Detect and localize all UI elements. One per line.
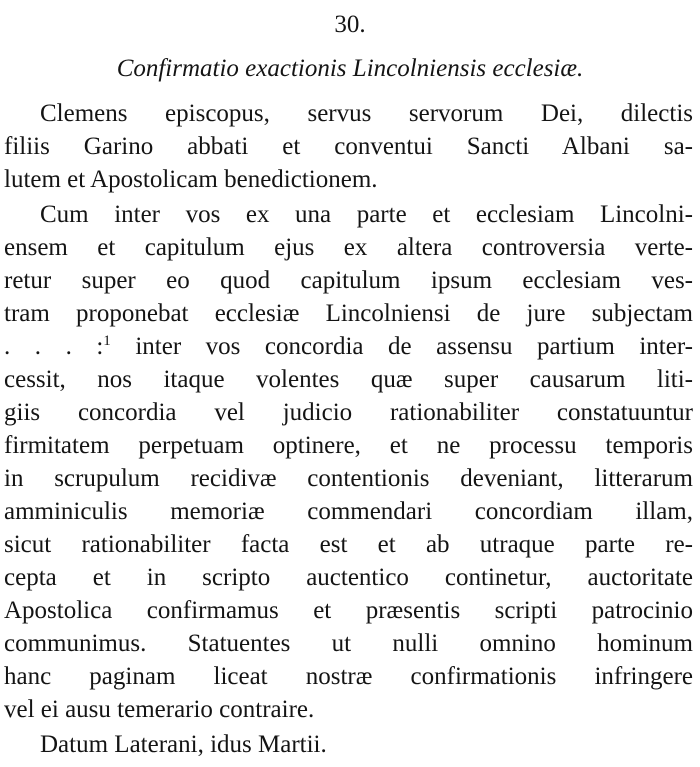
- paragraph-2-line-5-text: inter vos concordia de assensu partium inter-: [135, 333, 693, 360]
- paragraph-2-line-6: cessit, nos itaque volentes quæ super causarum liti-: [4, 366, 693, 393]
- paragraph-2-line-14: communimus. Statuentes ut nulli omnino hominum: [4, 630, 693, 657]
- paragraph-2-line-3: retur super eo quod capitulum ipsum ecclesiam ves-: [4, 267, 693, 294]
- paragraph-1-line-3: lutem et Apostolicam benedictionem.: [4, 166, 378, 193]
- paragraph-2-line-11: sicut rationabiliter facta est et ab utraque parte re-: [4, 531, 693, 558]
- paragraph-2-line-10: amminiculis memoriæ commendari concordiam illam,: [4, 498, 693, 525]
- paragraph-1-line-1: Clemens episcopus, servus servorum Dei, dilectis: [40, 100, 693, 127]
- paragraph-3-line-1: Datum Laterani, idus Martii.: [40, 731, 327, 758]
- paragraph-2-line-8: firmitatem perpetuam optinere, et ne processu temporis: [4, 432, 693, 459]
- paragraph-2-line-2: ensem et capitulum ejus ex altera controversia verte-: [4, 234, 693, 261]
- paragraph-2-line-1: Cum inter vos ex una parte et ecclesiam Lincolni-: [40, 201, 693, 228]
- paragraph-2-line-9: in scrupulum recidivæ contentionis deveniant, litterarum: [4, 465, 693, 492]
- ellipsis-mark: . . . :: [4, 333, 104, 360]
- document-number: 30.: [334, 11, 366, 38]
- paragraph-1-line-2: filiis Garino abbati et conventui Sancti Albani sa-: [4, 133, 693, 160]
- paragraph-2-line-16: vel ei ausu temerario contraire.: [4, 696, 315, 723]
- paragraph-2-line-5: [4, 330, 693, 363]
- paragraph-2-line-12: cepta et in scripto auctentico continetur, auctoritate: [4, 564, 693, 591]
- footnote-marker: 1: [103, 333, 111, 349]
- paragraph-2-line-15: hanc paginam liceat nostræ confirmationis infringere: [4, 663, 693, 690]
- paragraph-2-line-7: giis concordia vel judicio rationabiliter constatuuntur: [4, 399, 693, 426]
- paragraph-2-line-13: Apostolica confirmamus et præsentis scripti patrocinio: [4, 597, 693, 624]
- paragraph-2-line-4: tram proponebat ecclesiæ Lincolniensi de jure subjectam: [4, 300, 693, 327]
- document-title: Confirmatio exactionis Lincolniensis ecclesiæ.: [116, 55, 584, 82]
